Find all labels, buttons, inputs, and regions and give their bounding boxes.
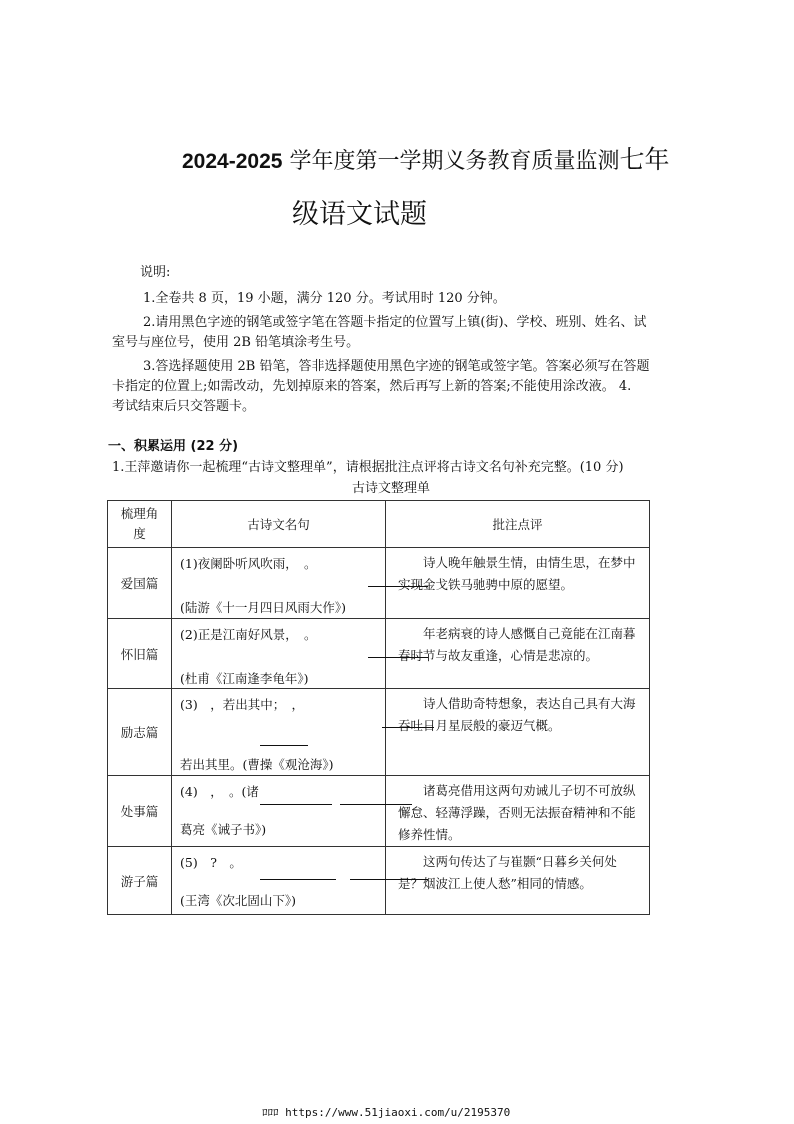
table-row [108, 776, 650, 847]
line-text: (2)正是江南好风景， 。 [180, 627, 317, 642]
answer-blank[interactable] [382, 727, 434, 728]
document-title-line1 [182, 140, 669, 176]
source-text: (陆游《十一月四日风雨大作》) [180, 600, 347, 615]
source-text: 葛亮《诫子书》) [180, 822, 267, 837]
table-row [108, 689, 650, 776]
row-lines [172, 689, 386, 776]
title-year: 2024-2025 [182, 150, 283, 173]
header-lines: 古诗文名句 [172, 501, 386, 548]
question-1: 1.王萍邀请你一起梳理“古诗文整理单”，请根据批注点评将古诗文名句补充完整。(10 分) [112, 460, 624, 475]
row-comment: 这两句传达了与崔颢“日暮乡关何处是？烟波江上使人愁”相同的情感。 [386, 847, 650, 915]
table-row [108, 619, 650, 689]
row-lines [172, 619, 386, 689]
header-category: 梳理角度 [108, 501, 172, 548]
source-text: (杜甫《江南逢李龟年》) [180, 671, 309, 686]
section-heading: 一、积累运用 (22 分) [108, 439, 239, 454]
source-text: (王湾《次北固山下》) [180, 893, 297, 908]
title-end: 七年 [619, 145, 670, 174]
row-comment: 诗人借助奇特想象，表达自己具有大海吞吐日月星辰般的豪迈气概。 [386, 689, 650, 776]
watermark-url: ﾛﾛﾛ https://www.51jiaoxi.com/u/2195370 [262, 1106, 511, 1119]
answer-blank[interactable] [260, 879, 336, 880]
line-text: (4) ， 。(诸 [180, 784, 259, 799]
instruction-3b: 卡指定的位置上;如需改动，先划掉原来的答案，然后再写上新的答案;不能使用涂改液。 4. [112, 379, 632, 394]
row-comment: 诸葛亮借用这两句劝诫儿子切不可放纵懈怠、轻薄浮躁，否则无法振奋精神和不能修养性情。 [386, 776, 650, 847]
line-text: (5) ? 。 [180, 855, 242, 870]
line-text: (3) ，若出其中； ， [180, 697, 304, 712]
instruction-3a: 3.答选择题使用 2B 铅笔，答非选择题使用黑色字迹的钢笔或签字笔。答案必须写在答题 [143, 359, 650, 374]
header-comment: 批注点评 [386, 501, 650, 548]
row-category: 励志篇 [108, 689, 172, 776]
answer-blank[interactable] [368, 586, 428, 587]
poetry-table [107, 500, 650, 915]
instruction-2b: 室号与座位号，使用 2B 铅笔填涂考生号。 [112, 335, 360, 350]
table-header-row [108, 501, 650, 548]
answer-blank[interactable] [260, 745, 308, 746]
row-category: 爱国篇 [108, 548, 172, 619]
instruction-3c: 考试结束后只交答题卡。 [112, 399, 256, 414]
title-text: 学年度第一学期义务教育质量监测 [289, 149, 620, 174]
row-comment: 诗人晚年触景生情，由情生思，在梦中实现金戈铁马驰骋中原的愿望。 [386, 548, 650, 619]
document-title-line2: 级语文试题 [292, 199, 427, 230]
source-text: 若出其里。(曹操《观沧海》) [180, 757, 334, 772]
row-comment: 年老病衰的诗人感慨自己竟能在江南暮春时节与故友重逢，心情是悲凉的。 [386, 619, 650, 689]
answer-blank[interactable] [260, 804, 332, 805]
table-row [108, 847, 650, 915]
answer-blank[interactable] [368, 657, 428, 658]
row-category: 怀旧篇 [108, 619, 172, 689]
row-lines [172, 548, 386, 619]
row-lines [172, 776, 386, 847]
row-category: 游子篇 [108, 847, 172, 915]
answer-blank[interactable] [340, 804, 412, 805]
line-text: (1)夜阑卧听风吹雨， 。 [180, 556, 317, 571]
instructions-heading: 说明: [140, 265, 171, 280]
table-caption: 古诗文整理单 [352, 481, 431, 496]
instruction-2a: 2.请用黑色字迹的钢笔或签字笔在答题卡指定的位置写上镇(街)、学校、班别、姓名、试 [143, 315, 647, 330]
instruction-1: 1.全卷共 8 页，19 小题，满分 120 分。考试用时 120 分钟。 [143, 291, 506, 306]
row-lines [172, 847, 386, 915]
answer-blank[interactable] [350, 879, 428, 880]
table-row [108, 548, 650, 619]
row-category: 处事篇 [108, 776, 172, 847]
